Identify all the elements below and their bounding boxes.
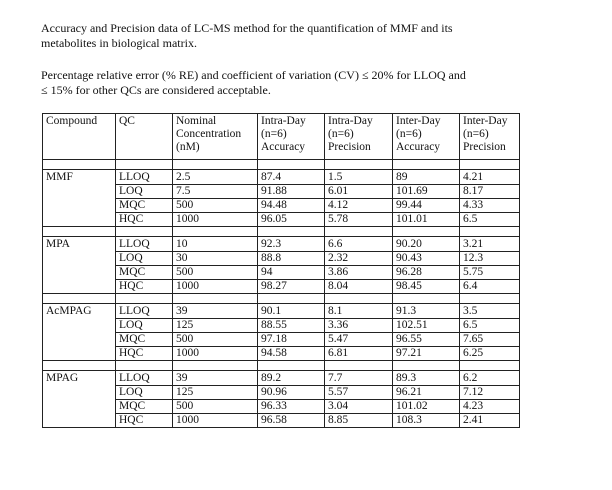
inter-acc-cell: 90.20 [393, 237, 460, 252]
spacer-cell [116, 361, 173, 371]
inter-acc-cell: 90.43 [393, 252, 460, 266]
inter-prec-cell: 4.23 [460, 400, 520, 414]
inter-prec-cell: 5.75 [460, 266, 520, 280]
group-spacer-row [43, 361, 520, 371]
nominal-cell: 125 [173, 319, 258, 333]
criteria-line-2: ≤ 15% for other QCs are considered acceptable. [41, 83, 271, 97]
qc-cell: HQC [116, 280, 173, 294]
accuracy-precision-table [42, 113, 520, 428]
intra-acc-cell: 90.1 [258, 304, 325, 319]
spacer-cell [258, 361, 325, 371]
inter-acc-cell: 97.21 [393, 347, 460, 361]
intra-acc-cell: 90.96 [258, 386, 325, 400]
nominal-cell: 1000 [173, 347, 258, 361]
header-line: (n=6) [261, 128, 287, 140]
header-line: Inter-Day [463, 115, 508, 127]
inter-prec-cell: 7.65 [460, 333, 520, 347]
nominal-cell: 125 [173, 386, 258, 400]
nominal-cell: 30 [173, 252, 258, 266]
header-nominal-concentration [173, 114, 258, 160]
inter-prec-cell: 6.5 [460, 213, 520, 227]
intra-acc-cell: 94.48 [258, 199, 325, 213]
qc-cell: LOQ [116, 319, 173, 333]
intra-prec-cell: 6.81 [325, 347, 393, 361]
intra-acc-cell: 96.58 [258, 414, 325, 428]
spacer-cell [460, 227, 520, 237]
spacer-cell [393, 227, 460, 237]
compound-cell: MPAG [43, 371, 116, 428]
compound-cell: MMF [43, 170, 116, 227]
inter-prec-cell: 7.12 [460, 386, 520, 400]
header-line: Inter-Day [396, 115, 441, 127]
header-line: (n=6) [396, 128, 422, 140]
intra-acc-cell: 98.27 [258, 280, 325, 294]
group-spacer-row [43, 160, 520, 170]
qc-cell: LLOQ [116, 304, 173, 319]
table-row [43, 371, 520, 386]
qc-cell: HQC [116, 414, 173, 428]
intra-prec-cell: 8.1 [325, 304, 393, 319]
spacer-cell [460, 160, 520, 170]
inter-acc-cell: 96.21 [393, 386, 460, 400]
intra-prec-cell: 8.85 [325, 414, 393, 428]
spacer-cell [393, 294, 460, 304]
intra-acc-cell: 88.55 [258, 319, 325, 333]
inter-prec-cell: 6.2 [460, 371, 520, 386]
spacer-cell [116, 160, 173, 170]
header-line: Accuracy [396, 141, 441, 153]
intra-acc-cell: 91.88 [258, 185, 325, 199]
nominal-cell: 10 [173, 237, 258, 252]
inter-prec-cell: 8.17 [460, 185, 520, 199]
group-spacer-row [43, 294, 520, 304]
criteria-line-1: Percentage relative error (% RE) and coefficient of variation (CV) ≤ 20% for LLOQ and [41, 68, 466, 82]
spacer-cell [258, 227, 325, 237]
header-line: Accuracy [261, 141, 306, 153]
header-line: (n=6) [463, 128, 489, 140]
header-line: Compound [46, 115, 98, 127]
qc-cell: HQC [116, 347, 173, 361]
qc-cell: MQC [116, 400, 173, 414]
spacer-cell [116, 227, 173, 237]
spacer-cell [393, 361, 460, 371]
inter-prec-cell: 6.4 [460, 280, 520, 294]
intra-acc-cell: 96.05 [258, 213, 325, 227]
header-compound [43, 114, 116, 160]
spacer-cell [43, 294, 116, 304]
intra-acc-cell: 89.2 [258, 371, 325, 386]
qc-cell: MQC [116, 333, 173, 347]
inter-acc-cell: 101.01 [393, 213, 460, 227]
intra-prec-cell: 5.78 [325, 213, 393, 227]
intra-prec-cell: 4.12 [325, 199, 393, 213]
inter-prec-cell: 12.3 [460, 252, 520, 266]
nominal-cell: 1000 [173, 280, 258, 294]
qc-cell: LOQ [116, 252, 173, 266]
nominal-cell: 39 [173, 371, 258, 386]
intra-prec-cell: 3.36 [325, 319, 393, 333]
nominal-cell: 1000 [173, 414, 258, 428]
inter-prec-cell: 4.21 [460, 170, 520, 185]
spacer-cell [173, 227, 258, 237]
header-line: Nominal [176, 115, 217, 127]
table-row [43, 304, 520, 319]
spacer-cell [173, 361, 258, 371]
qc-cell: HQC [116, 213, 173, 227]
header-line: (nM) [176, 141, 200, 153]
header-intra-day-accuracy [258, 114, 325, 160]
inter-prec-cell: 6.25 [460, 347, 520, 361]
inter-acc-cell: 98.45 [393, 280, 460, 294]
spacer-cell [258, 294, 325, 304]
inter-acc-cell: 89 [393, 170, 460, 185]
qc-cell: LLOQ [116, 170, 173, 185]
qc-cell: LOQ [116, 386, 173, 400]
qc-cell: LLOQ [116, 371, 173, 386]
inter-prec-cell: 6.5 [460, 319, 520, 333]
intra-prec-cell: 7.7 [325, 371, 393, 386]
inter-acc-cell: 89.3 [393, 371, 460, 386]
intra-acc-cell: 92.3 [258, 237, 325, 252]
spacer-cell [393, 160, 460, 170]
intra-acc-cell: 87.4 [258, 170, 325, 185]
header-intra-day-precision [325, 114, 393, 160]
intra-acc-cell: 96.33 [258, 400, 325, 414]
intra-acc-cell: 94 [258, 266, 325, 280]
header-line: Precision [328, 141, 371, 153]
intra-prec-cell: 6.6 [325, 237, 393, 252]
inter-acc-cell: 102.51 [393, 319, 460, 333]
inter-acc-cell: 101.69 [393, 185, 460, 199]
intra-prec-cell: 5.47 [325, 333, 393, 347]
table-row [43, 170, 520, 185]
inter-acc-cell: 101.02 [393, 400, 460, 414]
header-line: Precision [463, 141, 506, 153]
header-line: QC [119, 115, 135, 127]
nominal-cell: 500 [173, 333, 258, 347]
header-line: Intra-Day [261, 115, 306, 127]
inter-acc-cell: 99.44 [393, 199, 460, 213]
header-qc [116, 114, 173, 160]
spacer-cell [43, 160, 116, 170]
table-row [43, 237, 520, 252]
table-header-row [43, 114, 520, 160]
nominal-cell: 500 [173, 199, 258, 213]
inter-acc-cell: 108.3 [393, 414, 460, 428]
qc-cell: MQC [116, 199, 173, 213]
compound-cell: AcMPAG [43, 304, 116, 361]
spacer-cell [460, 294, 520, 304]
intro-line-2: metabolites in biological matrix. [41, 36, 197, 50]
group-spacer-row [43, 227, 520, 237]
criteria-paragraph [41, 68, 581, 98]
intra-prec-cell: 6.01 [325, 185, 393, 199]
intra-prec-cell: 2.32 [325, 252, 393, 266]
header-inter-day-accuracy [393, 114, 460, 160]
inter-acc-cell: 91.3 [393, 304, 460, 319]
inter-prec-cell: 3.5 [460, 304, 520, 319]
nominal-cell: 500 [173, 266, 258, 280]
spacer-cell [258, 160, 325, 170]
inter-acc-cell: 96.28 [393, 266, 460, 280]
intra-prec-cell: 3.86 [325, 266, 393, 280]
header-line: (n=6) [328, 128, 354, 140]
header-line: Intra-Day [328, 115, 373, 127]
intra-prec-cell: 3.04 [325, 400, 393, 414]
spacer-cell [173, 294, 258, 304]
spacer-cell [325, 361, 393, 371]
inter-acc-cell: 96.55 [393, 333, 460, 347]
spacer-cell [325, 294, 393, 304]
spacer-cell [460, 361, 520, 371]
spacer-cell [325, 160, 393, 170]
intra-acc-cell: 88.8 [258, 252, 325, 266]
spacer-cell [43, 227, 116, 237]
intra-acc-cell: 94.58 [258, 347, 325, 361]
spacer-cell [325, 227, 393, 237]
intra-acc-cell: 97.18 [258, 333, 325, 347]
spacer-cell [116, 294, 173, 304]
intra-prec-cell: 5.57 [325, 386, 393, 400]
inter-prec-cell: 2.41 [460, 414, 520, 428]
intra-prec-cell: 8.04 [325, 280, 393, 294]
qc-cell: MQC [116, 266, 173, 280]
intro-line-1: Accuracy and Precision data of LC-MS method for the quantification of MMF and its [41, 21, 453, 35]
qc-cell: LOQ [116, 185, 173, 199]
intra-prec-cell: 1.5 [325, 170, 393, 185]
table-body [43, 160, 520, 428]
header-line: Concentration [176, 128, 242, 140]
inter-prec-cell: 3.21 [460, 237, 520, 252]
spacer-cell [173, 160, 258, 170]
intro-paragraph [41, 21, 581, 51]
spacer-cell [43, 361, 116, 371]
compound-cell: MPA [43, 237, 116, 294]
nominal-cell: 39 [173, 304, 258, 319]
nominal-cell: 500 [173, 400, 258, 414]
header-inter-day-precision [460, 114, 520, 160]
nominal-cell: 7.5 [173, 185, 258, 199]
nominal-cell: 2.5 [173, 170, 258, 185]
qc-cell: LLOQ [116, 237, 173, 252]
nominal-cell: 1000 [173, 213, 258, 227]
inter-prec-cell: 4.33 [460, 199, 520, 213]
